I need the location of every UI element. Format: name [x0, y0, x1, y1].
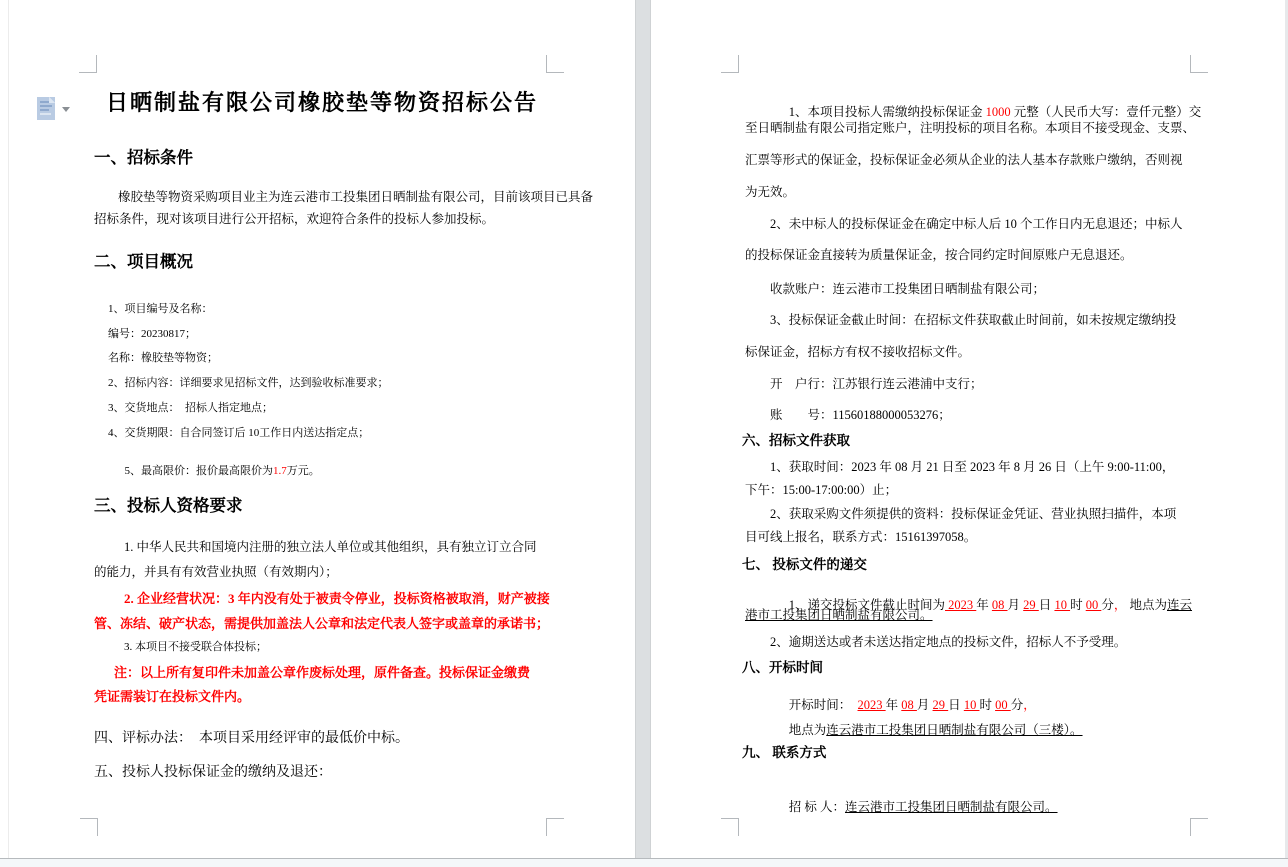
- date-unit: 时: [979, 698, 996, 712]
- date-unit: 分: [1101, 598, 1114, 612]
- paragraph-line: 至日晒制盐有限公司指定账户，注明投标的项目名称。本项目不接受现金、支票、: [745, 121, 1196, 135]
- dropdown-caret-icon: [62, 107, 70, 112]
- list-item: 编号：20230817；: [108, 328, 196, 340]
- location-text: 连云: [1167, 598, 1193, 612]
- section-heading-7: 七、 投标文件的递交: [742, 557, 867, 572]
- paragraph-line: 2、未中标人的投标保证金在确定中标人后 10 个工作日内无息退还；中标人: [770, 217, 1183, 231]
- section-heading-2: 二、项目概况: [94, 252, 193, 271]
- tenderer-name: 连云港市工投集团日晒制盐有限公司。: [845, 800, 1058, 814]
- warning-line: 管、冻结、破产状态，需提供加盖法人公章和法定代表人签字或盖章的承诺书；: [94, 616, 550, 631]
- margin-corner-mark: [721, 818, 739, 836]
- date-unit: 月: [916, 698, 933, 712]
- max-price-value: 1.7: [273, 465, 287, 478]
- comma: ，: [1023, 698, 1036, 712]
- section-heading-8: 八、开标时间: [742, 660, 823, 675]
- page-2: [651, 0, 1285, 858]
- opening-year: 2023: [857, 698, 886, 712]
- opening-hour: 10: [963, 698, 980, 712]
- list-item-text: 5、最高限价：报价最高限价为: [124, 465, 273, 478]
- note-line: 注：以上所有复印件未加盖公章作废标处理，原件备查。投标保证金缴费: [114, 665, 531, 680]
- paragraph-line: 汇票等形式的保证金，投标保证金必须从企业的法人基本存款账户缴纳，否则视: [745, 153, 1183, 167]
- deadline-minute: 00: [1085, 598, 1102, 612]
- paste-options-button[interactable]: [36, 96, 72, 126]
- note-line: 凭证需装订在投标文件内。: [94, 689, 251, 704]
- paragraph-line: 1. 中华人民共和国境内注册的独立法人单位或其他组织，具有独立订立合同: [124, 540, 537, 554]
- warning-line: 2. 企业经营状况：3 年内没有处于被责令停业，投标资格被取消，财产被接: [124, 591, 550, 606]
- bank-line: 开 户行：江苏银行连云港浦中支行；: [770, 377, 983, 391]
- date-unit: 日: [1038, 598, 1055, 612]
- paragraph-line: 2、获取采购文件须提供的资料：投标保证金凭证、营业执照扫描件，本项: [770, 507, 1177, 521]
- date-unit: 月: [1007, 598, 1024, 612]
- paragraph-text: 1、递交投标文件截止时间为: [788, 598, 946, 612]
- section-heading-3: 三、投标人资格要求: [94, 496, 243, 515]
- comma: ，: [1113, 598, 1127, 612]
- paragraph-line: 的能力，并具有有效营业执照（有效期内）；: [94, 565, 338, 579]
- margin-corner-mark: [546, 55, 564, 73]
- bottom-scroll-strip: [0, 858, 1288, 867]
- list-item: 1、项目编号及名称：: [108, 303, 213, 315]
- list-item: 2、招标内容：详细要求见招标文件，达到验收标准要求；: [108, 377, 389, 389]
- deadline-year: 2023: [945, 598, 977, 612]
- margin-corner-mark: [546, 818, 564, 836]
- section-heading-5: 五、投标人投标保证金的缴纳及退还：: [94, 765, 332, 780]
- paragraph-line: 的投标保证金直接转为质量保证金，按合同约定时间原账户无息退还。: [745, 248, 1133, 262]
- date-unit: 年: [885, 698, 902, 712]
- account-number-line: 账 号：11560188000053276；: [770, 408, 951, 422]
- list-item-text: 万元。: [286, 465, 320, 478]
- document-title: 日晒制盐有限公司橡胶垫等物资招标公告: [105, 90, 538, 115]
- location-text: 连云港市工投集团日晒制盐有限公司（三楼）。: [826, 723, 1083, 737]
- paragraph-text: 招 标 人：: [788, 800, 846, 814]
- paragraph-line: 1、获取时间：2023 年 08 月 21 日至 2023 年 8 月 26 日（上午 9:00-11:00，: [770, 460, 1175, 474]
- list-item: 3、交货地点： 招标人指定地点；: [108, 402, 273, 414]
- opening-month: 08: [901, 698, 917, 712]
- payee-account-line: 收款账户：连云港市工投集团日晒制盐有限公司；: [770, 282, 1046, 296]
- deadline-day: 29: [1023, 598, 1039, 612]
- paragraph-line: 3、投标保证金截止时间：在招标文件获取截止时间前，如未按规定缴纳投: [770, 313, 1177, 327]
- opening-minute: 00: [995, 698, 1011, 712]
- paragraph-text: 地点为: [788, 723, 827, 737]
- deadline-month: 08: [991, 598, 1008, 612]
- margin-corner-mark: [79, 55, 97, 73]
- tenderer-line: [770, 785, 1058, 830]
- paragraph-text: 开标时间：: [788, 698, 858, 712]
- paragraph-line: 下午：15:00-17:00:00）止；: [745, 483, 898, 497]
- paragraph-text: 元整（人民币大写：壹仟元整）交: [1010, 105, 1202, 119]
- margin-corner-mark: [1190, 55, 1208, 73]
- paragraph-line: 橡胶垫等物资采购项目业主为连云港市工投集团日晒制盐有限公司，目前该项目已具备: [118, 190, 594, 204]
- paragraph-line: 为无效。: [745, 185, 796, 199]
- margin-corner-mark: [1190, 818, 1208, 836]
- paragraph-line: 招标条件，现对该项目进行公开招标，欢迎符合条件的投标人参加投标。: [94, 212, 495, 226]
- margin-corner-mark: [80, 818, 98, 836]
- location-line: 港市工投集团日晒制盐有限公司。: [745, 608, 933, 622]
- paragraph-line: 2、逾期送达或者未送达指定地点的投标文件，招标人不予受理。: [770, 635, 1127, 649]
- date-unit: 年: [976, 598, 992, 612]
- date-unit: 日: [948, 698, 964, 712]
- list-item: [108, 452, 320, 492]
- paragraph-line: 标保证金，招标方有权不接收招标文件。: [745, 345, 971, 359]
- opening-day: 29: [932, 698, 949, 712]
- paragraph-text: 1、本项目投标人需缴纳投标保证金: [788, 105, 986, 119]
- date-unit: 时: [1070, 598, 1086, 612]
- deposit-amount: 1000: [985, 105, 1011, 119]
- list-item: 名称：橡胶垫等物资；: [108, 352, 218, 364]
- section-heading-4: 四、评标办法： 本项目采用经评审的最低价中标。: [94, 731, 409, 746]
- paragraph-line: 目可线上报名，联系方式：15161397058。: [745, 530, 977, 544]
- margin-corner-mark: [721, 55, 739, 73]
- date-unit: 分: [1010, 698, 1024, 712]
- page-gutter: [635, 0, 651, 858]
- section-heading-9: 九、 联系方式: [742, 745, 827, 760]
- section-heading-1: 一、招标条件: [94, 148, 193, 167]
- paragraph-line: 3. 本项目不接受联合体投标；: [124, 641, 267, 653]
- paragraph-text: 地点为: [1126, 598, 1167, 612]
- section-heading-6: 六、招标文件获取: [742, 433, 850, 448]
- deadline-hour: 10: [1054, 598, 1071, 612]
- paste-options-icon: [36, 96, 58, 122]
- page-1: [8, 0, 635, 858]
- list-item: 4、交货期限：自合同签订后 10工作日内送达指定点；: [108, 427, 370, 439]
